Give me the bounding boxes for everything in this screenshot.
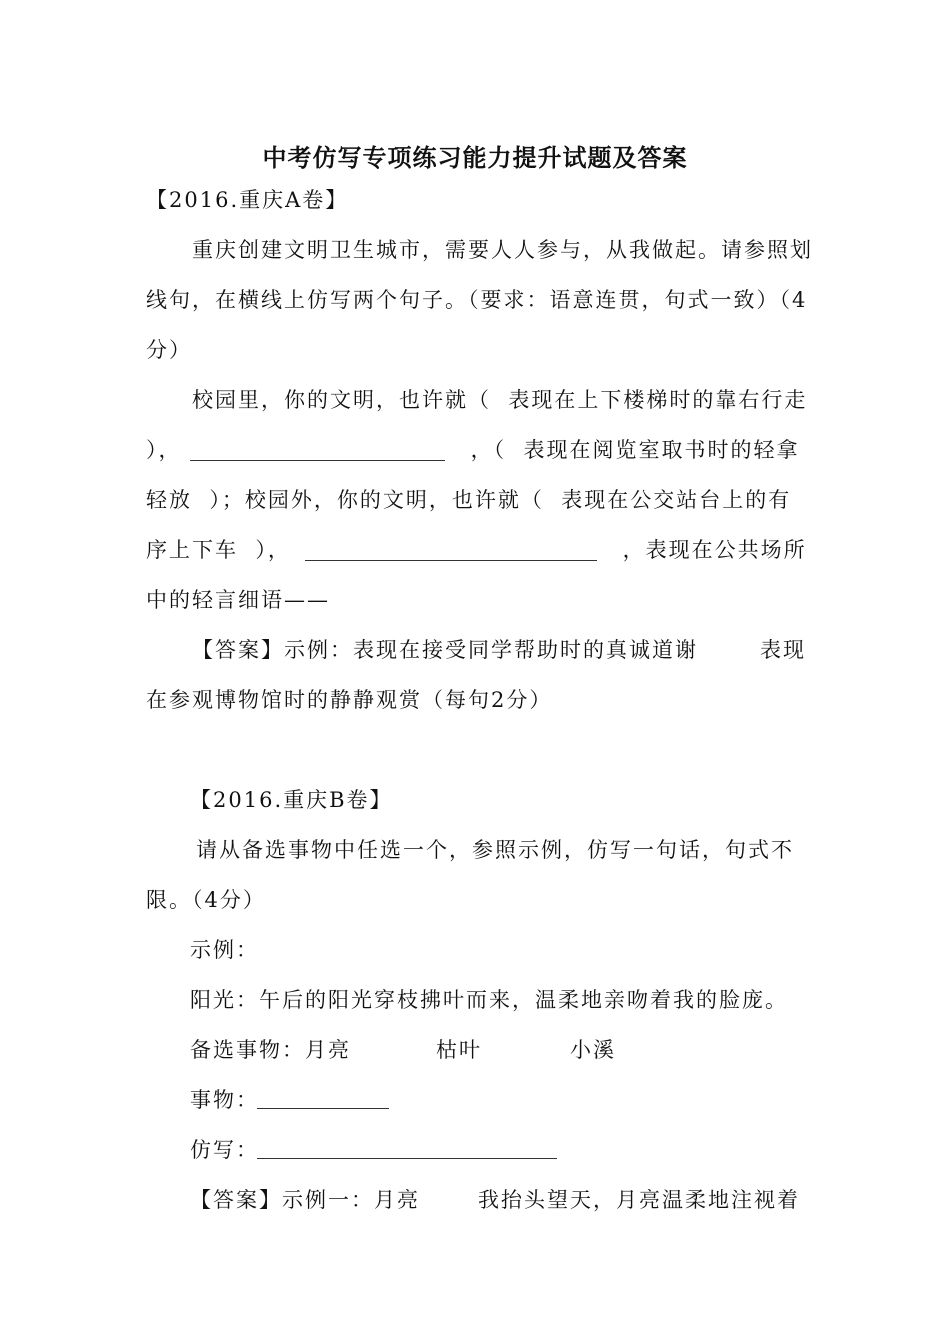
imitate-label: 仿写： (190, 1138, 259, 1162)
section-b-answer: 【答案】示例一：月亮 (190, 1188, 420, 1212)
example-label: 示例： (190, 938, 259, 962)
imitate-blank-line (257, 1138, 557, 1159)
section-a-answer: 表现 (760, 638, 806, 662)
answer-blank-line (305, 540, 597, 561)
section-a-question-line: 线句，在横线上仿写两个句子。（要求：语意连贯，句式一致）（4 (146, 288, 808, 312)
section-b-question-line: 请从备选事物中任选一个，参照示例，仿写一句话，句式不 (196, 838, 794, 862)
section-a-passage-line: ）， (146, 438, 182, 462)
section-a-passage-line: 轻放 ）；校园外，你的文明，也许就（ 表现在公交站台上的有 (146, 488, 792, 512)
section-a-passage-line: 序上下车 ）， (146, 538, 291, 562)
section-a-answer: 【答案】示例：表现在接受同学帮助时的真诚道谢 (192, 638, 698, 662)
answer-blank-line (190, 440, 445, 461)
example-text: 阳光：午后的阳光穿枝拂叶而来，温柔地亲吻着我的脸庞。 (190, 988, 788, 1012)
section-a-answer: 在参观博物馆时的静静观赏（每句2分） (146, 688, 553, 712)
page-title: 中考仿写专项练习能力提升试题及答案 (262, 144, 688, 172)
option-item: 枯叶 (436, 1038, 482, 1062)
thing-blank-line (257, 1088, 389, 1109)
section-a-passage-line: ，（ 表现在阅览室取书时的轻拿 (462, 438, 800, 462)
section-a-passage-line: 中的轻言细语—— (146, 588, 330, 612)
section-b-header: 【2016.重庆B卷】 (190, 788, 393, 812)
section-b-question-line: 限。（4分） (146, 888, 266, 912)
section-a-passage-line: 校园里，你的文明，也许就（ 表现在上下楼梯时的靠右行走 (192, 388, 808, 412)
section-b-answer: 我抬头望天，月亮温柔地注视着 (478, 1188, 800, 1212)
option-item: 小溪 (570, 1038, 616, 1062)
section-a-question-line: 分） (146, 338, 192, 362)
section-a-question-line: 重庆创建文明卫生城市，需要人人参与，从我做起。请参照划 (192, 238, 813, 262)
options-label: 备选事物：月亮 (190, 1038, 351, 1062)
section-a-header: 【2016.重庆A卷】 (146, 188, 349, 212)
thing-label: 事物： (190, 1088, 259, 1112)
section-a-passage-line: ，表现在公共场所 (614, 538, 807, 562)
